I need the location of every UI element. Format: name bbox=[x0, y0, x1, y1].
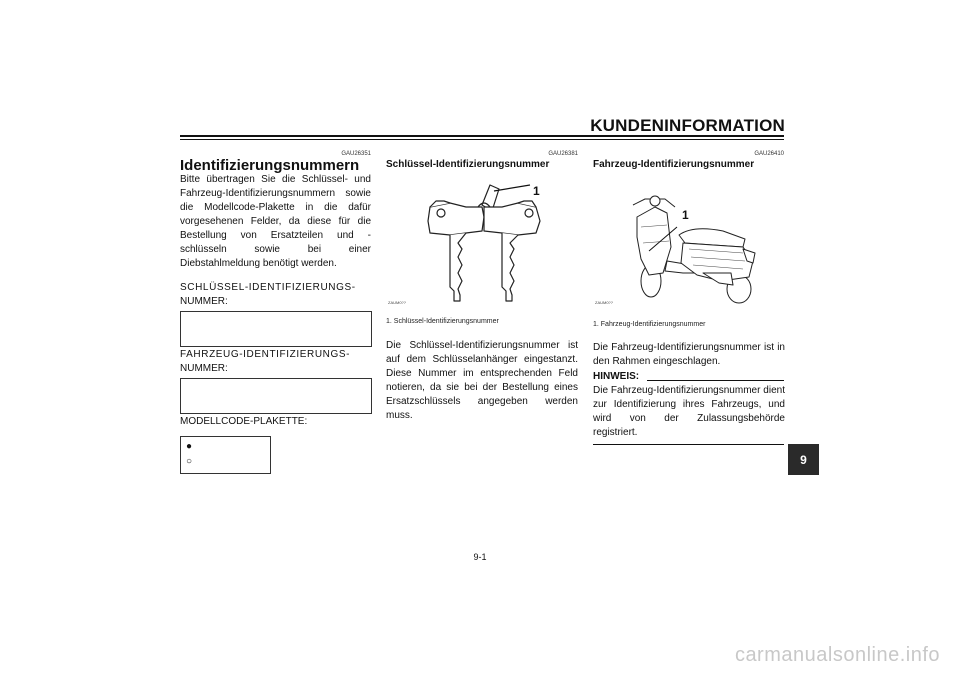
note-label: HINWEIS: bbox=[593, 371, 640, 382]
key-id-label-line2: NUMMER: bbox=[180, 296, 228, 307]
section-heading: Identifizierungsnummern bbox=[180, 157, 360, 174]
intro-paragraph: Bitte übertragen Sie die Schlüssel- und Fahrzeug-Identifizierungsnummern sowie die Modellcode-Plakette in die dafür vorgesehenen Felder, da diese für die Bestellung von Ersatzteilen und -schlüsseln sowie bei einer Diebstahlmeldung benötigt werden. bbox=[180, 174, 371, 269]
scooter-drawing bbox=[593, 177, 785, 309]
key-id-label-line1: SCHLÜSSEL-IDENTIFIZIERUNGS- bbox=[180, 282, 356, 293]
scooter-illustration bbox=[593, 177, 785, 309]
chapter-title: KUNDENINFORMATION bbox=[590, 116, 785, 135]
page-number: 9-1 bbox=[473, 552, 487, 562]
section-heading: Fahrzeug-Identifizierungsnummer bbox=[593, 159, 755, 170]
keys-drawing bbox=[386, 177, 578, 309]
vehicle-paragraph: Die Fahrzeug-Identifizierungsnummer ist in den Rahmen eingeschlagen. bbox=[593, 342, 785, 367]
section-code: GAU26381 bbox=[548, 151, 578, 157]
plate-open-circle-icon: ○ bbox=[186, 456, 193, 467]
model-code-plate[interactable] bbox=[180, 436, 271, 474]
section-code: GAU26351 bbox=[341, 151, 371, 157]
vehicle-id-label-line2: NUMMER: bbox=[180, 363, 228, 374]
header-rule-bottom bbox=[180, 139, 784, 140]
key-id-field[interactable] bbox=[180, 311, 372, 347]
key-paragraph: Die Schlüssel-Identifizierungsnummer ist auf dem Schlüsselanhänger eingestanzt. Diese Nummer im entsprechenden Feld notieren, da sie bei der Bestellung eines Ersatzschlüssels angegeben werden muss. bbox=[386, 340, 578, 421]
vehicle-id-label bbox=[180, 348, 375, 376]
vehicle-id-label-line1: FAHRZEUG-IDENTIFIZIERUNGS- bbox=[180, 349, 351, 360]
vehicle-id-field[interactable] bbox=[180, 378, 372, 414]
plate-filled-circle-icon: ● bbox=[186, 441, 193, 452]
section-code: GAU26410 bbox=[754, 151, 784, 157]
watermark: carmanualsonline.info bbox=[734, 644, 940, 666]
chapter-tab[interactable]: 9 bbox=[788, 444, 819, 475]
key-id-label bbox=[180, 281, 375, 309]
header-rule-top bbox=[180, 135, 784, 137]
section-heading: Schlüssel-Identifizierungsnummer bbox=[386, 159, 550, 170]
key-callout-number: 1 bbox=[533, 184, 540, 198]
note-text: Die Fahrzeug-Identifizierungsnummer dient zur Identifizierung ihres Fahrzeugs, und wird von der Zulassungsbehörde registriert. bbox=[593, 385, 785, 438]
image-code: ZAUM0?? bbox=[595, 300, 614, 305]
figure-caption: 1. Fahrzeug-Identifizierungsnummer bbox=[593, 321, 706, 328]
image-code: ZAUM0?? bbox=[388, 300, 407, 305]
keys-illustration bbox=[386, 177, 578, 309]
model-code-label: MODELLCODE-PLAKETTE: bbox=[180, 416, 308, 427]
vehicle-callout-number: 1 bbox=[682, 208, 689, 222]
note-rule-bottom bbox=[593, 444, 784, 445]
figure-caption: 1. Schlüssel-Identifizierungsnummer bbox=[386, 318, 499, 325]
note-rule-top bbox=[647, 380, 784, 381]
